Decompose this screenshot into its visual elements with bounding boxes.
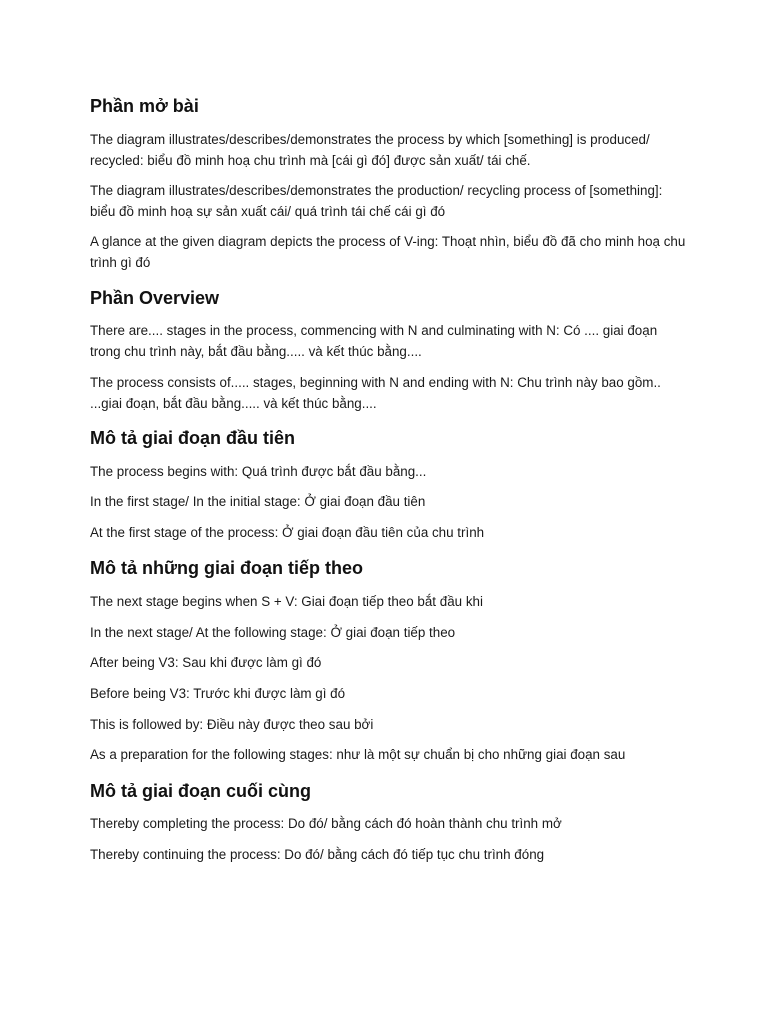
paragraph: A glance at the given diagram depicts the process of V-ing: Thoạt nhìn, biểu đồ đã cho minh hoạ chu trình gì đó [90, 234, 686, 270]
paragraph: After being V3: Sau khi được làm gì đó [90, 655, 322, 670]
paragraph: In the next stage/ At the following stage: Ở giai đoạn tiếp theo [90, 625, 456, 640]
paragraph: The next stage begins when S + V: Giai đoạn tiếp theo bắt đầu khi [90, 594, 483, 609]
paragraph: At the first stage of the process: Ở giai đoạn đầu tiên của chu trình [90, 525, 485, 540]
paragraph: Thereby completing the process: Do đó/ bằng cách đó hoàn thành chu trình mở [90, 816, 562, 831]
paragraph: As a preparation for the following stages: như là một sự chuẩn bị cho những giai đoạn sau [90, 747, 626, 762]
paragraph: The process begins with: Quá trình được bắt đầu bằng... [90, 464, 427, 479]
paragraph: The process consists of..... stages, beginning with N and ending with N: Chu trình này bao gồm.. ...giai đoạn, bắt đầu bằng..... và kết thúc bằng.... [90, 375, 661, 411]
paragraph: Before being V3: Trước khi được làm gì đó [90, 686, 346, 701]
section-heading-final-stage: Mô tả giai đoạn cuối cùng [90, 781, 312, 801]
section-heading-first-stage: Mô tả giai đoạn đầu tiên [90, 428, 296, 448]
section-heading-overview: Phần Overview [90, 288, 220, 308]
section-heading-intro: Phần mở bài [90, 96, 199, 116]
paragraph: The diagram illustrates/describes/demonstrates the process by which [something] is produced/ recycled: biểu đồ minh hoạ chu trình mà [cái gì đó] được sản xuất/ tái chế. [90, 132, 650, 168]
paragraph: The diagram illustrates/describes/demonstrates the production/ recycling process of [something]: biểu đồ minh hoạ sự sản xuất cái/ quá trình tái chế cái gì đó [90, 183, 663, 219]
section-heading-next-stages: Mô tả những giai đoạn tiếp theo [90, 558, 364, 578]
paragraph: Thereby continuing the process: Do đó/ bằng cách đó tiếp tục chu trình đóng [90, 847, 545, 862]
paragraph: In the first stage/ In the initial stage: Ở giai đoạn đầu tiên [90, 494, 426, 509]
paragraph: There are.... stages in the process, commencing with N and culminating with N: Có .... giai đoạn trong chu trình này, bắt đầu bằng..... và kết thúc bằng.... [90, 323, 658, 359]
paragraph: This is followed by: Điều này được theo sau bởi [90, 717, 374, 732]
